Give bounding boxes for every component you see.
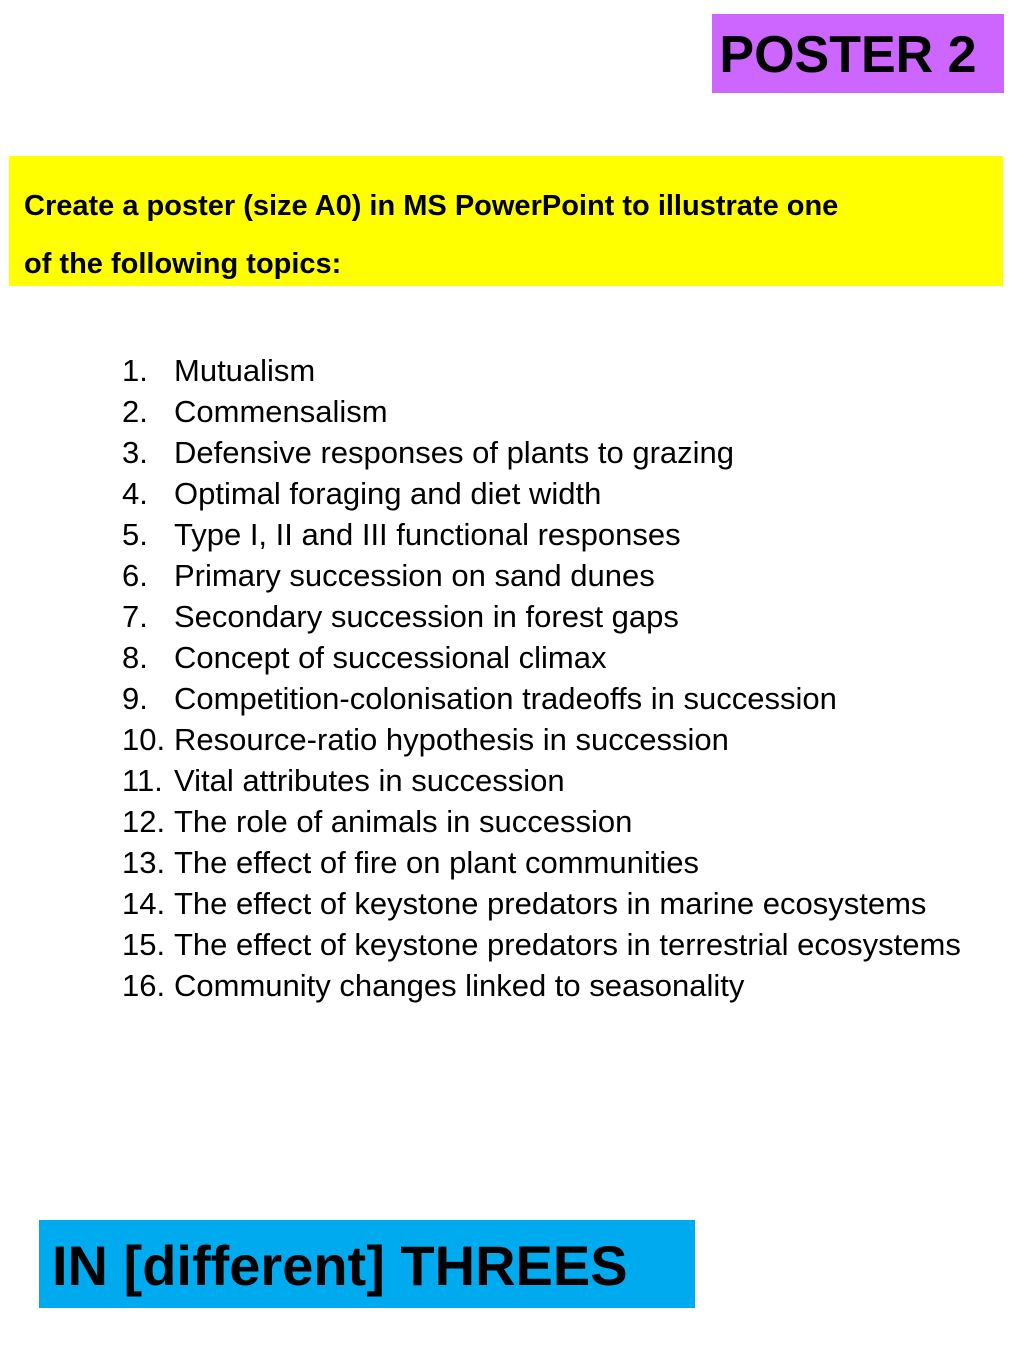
topic-number: 14. (122, 886, 166, 921)
topic-number: 3. (122, 435, 148, 470)
topic-text: Commensalism (174, 394, 388, 429)
topic-text: Type I, II and III functional responses (174, 517, 681, 552)
topic-item (122, 473, 1002, 514)
instructions-line-2: of the following topics: (24, 248, 342, 280)
topic-number: 10. (122, 722, 166, 757)
topic-number: 7. (122, 599, 148, 634)
topic-text: The role of animals in succession (174, 804, 633, 839)
topic-item (122, 965, 1002, 1006)
topic-number: 4. (122, 476, 148, 511)
topic-number: 15. (122, 927, 166, 962)
topic-number: 11. (122, 763, 163, 798)
topic-text: The effect of keystone predators in marine ecosystems (174, 886, 927, 921)
topic-number: 16. (122, 968, 166, 1003)
topic-item (122, 924, 1002, 965)
topic-item (122, 842, 1002, 883)
topic-number: 12. (122, 804, 166, 839)
topic-text: Vital attributes in succession (174, 763, 565, 798)
instructions-box (9, 156, 1003, 286)
topic-number: 2. (122, 394, 148, 429)
topic-text: Secondary succession in forest gaps (174, 599, 679, 634)
topic-item (122, 678, 1002, 719)
topic-number: 1. (122, 353, 148, 388)
topic-number: 5. (122, 517, 148, 552)
topic-item (122, 760, 1002, 801)
topic-item (122, 391, 1002, 432)
topic-number: 8. (122, 640, 148, 675)
topic-item (122, 555, 1002, 596)
topic-text: The effect of keystone predators in terrestrial ecosystems (174, 927, 961, 962)
topic-item (122, 637, 1002, 678)
topic-item (122, 596, 1002, 637)
group-size-banner (39, 1220, 695, 1308)
topic-item (122, 719, 1002, 760)
topic-text: Primary succession on sand dunes (174, 558, 655, 593)
topic-text: The effect of fire on plant communities (174, 845, 699, 880)
topic-item (122, 432, 1002, 473)
topic-text: Concept of successional climax (174, 640, 607, 675)
topic-text: Community changes linked to seasonality (174, 968, 745, 1003)
group-size-label: IN [different] THREES (52, 1234, 628, 1297)
poster-number-label: POSTER 2 (719, 25, 977, 84)
topic-text: Optimal foraging and diet width (174, 476, 602, 511)
topic-text: Defensive responses of plants to grazing (174, 435, 735, 470)
topic-number: 9. (122, 681, 148, 716)
topic-text: Competition-colonisation tradeoffs in succession (174, 681, 837, 716)
topic-number: 6. (122, 558, 148, 593)
topic-item (122, 350, 1002, 391)
topic-number: 13. (122, 845, 166, 880)
topic-text: Mutualism (174, 353, 316, 388)
topic-item (122, 883, 1002, 924)
poster-number-badge (712, 14, 1004, 93)
topic-text: Resource-ratio hypothesis in succession (174, 722, 729, 757)
topic-item (122, 801, 1002, 842)
topic-list (122, 350, 1002, 1006)
topic-item (122, 514, 1002, 555)
instructions-line-1: Create a poster (size A0) in MS PowerPoint to illustrate one (24, 190, 839, 222)
